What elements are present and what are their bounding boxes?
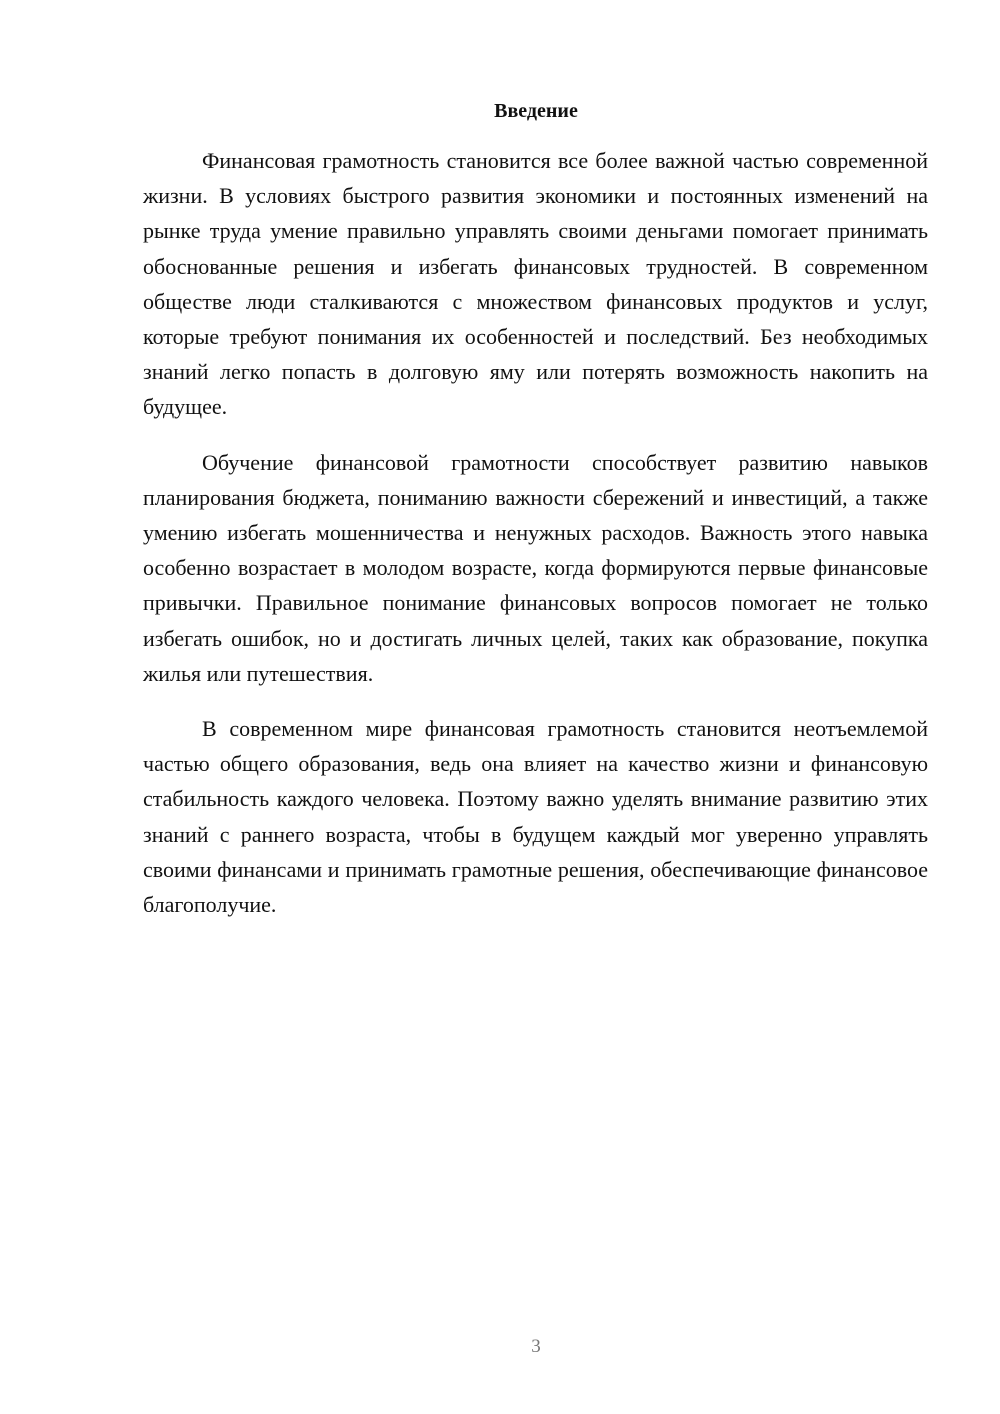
page-number: 3: [531, 1336, 541, 1357]
body-text: [143, 143, 928, 942]
section-heading: Введение: [494, 100, 578, 122]
paragraph-1: Финансовая грамотность становится все более важной частью современной жизни. В условиях быстрого развития экономики и постоянных изменений на рынке труда умение правильно управлять своими деньгами помогает принимать обоснованные решения и избегать финансовых трудностей. В современном обществе люди сталкиваются с множеством финансовых продуктов и услуг, которые требуют понимания их особенностей и последствий. Без необходимых знаний легко попасть в долговую яму или потерять возможность накопить на будущее.: [143, 148, 928, 420]
paragraph-3: В современном мире финансовая грамотность становится неотъемлемой частью общего образования, ведь она влияет на качество жизни и финансовую стабильность каждого человека. Поэтому важно уделять внимание развитию этих знаний с раннего возраста, чтобы в будущем каждый мог уверенно управлять своими финансами и принимать грамотные решения, обеспечивающие финансовое благополучие.: [143, 716, 928, 918]
paragraph-2: Обучение финансовой грамотности способствует развитию навыков планирования бюджета, пониманию важности сбережений и инвестиций, а также умению избегать мошенничества и ненужных расходов. Важность этого навыка особенно возрастает в молодом возрасте, когда формируются первые финансовые привычки. Правильное понимание финансовых вопросов помогает не только избегать ошибок, но и достигать личных целей, таких как образование, покупка жилья или путешествия.: [143, 449, 928, 686]
